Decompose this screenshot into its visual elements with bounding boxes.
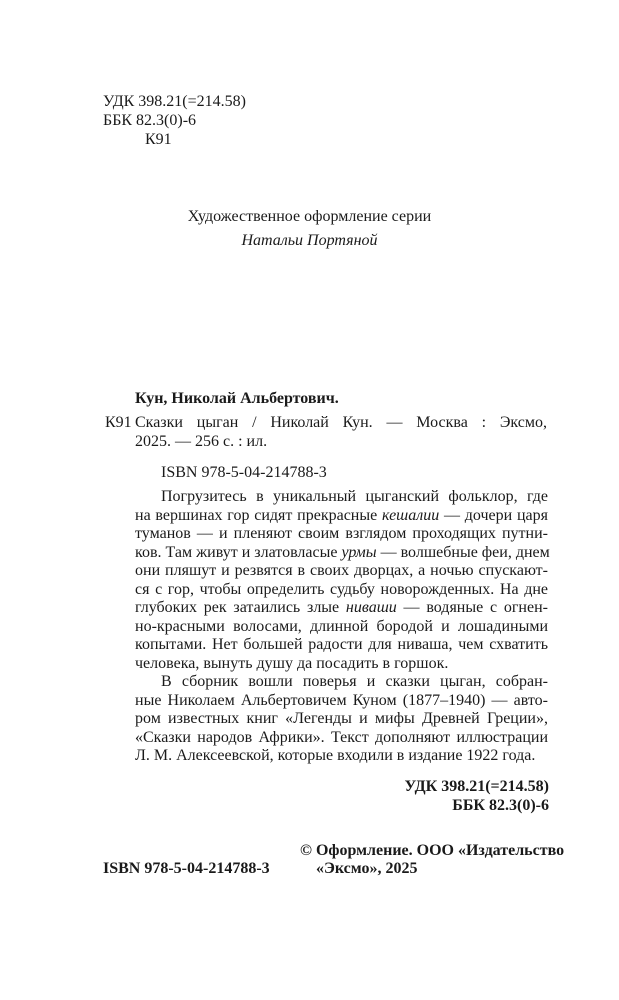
imprint-isbn: ISBN 978-5-04-214788-3 [103,860,270,877]
annotation-line: ные Николаем Альбертовичем Куном (1877–1940) — авто- [135,691,548,709]
annotation-line: В сборник вошли поверья и сказки цыган, собран- [161,673,548,690]
annotation-line: туманов — и пленяют своим взглядом проходящих путни- [135,525,548,542]
annotation-line: глубоких рек затаились злые ниваши — водяные с огнен- [135,599,548,616]
annotation-italic-term: ниваши [345,599,397,616]
udk-code-bottom: УДК 398.21(=214.58) [404,778,549,795]
annotation-paragraph-2 [135,673,548,766]
annotation-line: ков. Там живут и златовласые урмы — волшебные феи, днем [135,543,550,561]
annotation-line: но-красными волосами, длинной бородой и лошадиными [135,617,548,635]
catalog-author-mark: К91 [105,414,132,431]
annotation-line: ся с гор, чтобы определить судьбу новорожденных. На дне [135,580,548,598]
annotation-italic-term: урмы [341,543,377,561]
copyright-line2: «Эксмо», 2025 [316,860,418,877]
catalog-description-line1: Сказки цыган / Николай Кун. — Москва : Эксмо, [135,414,547,431]
annotation-line: копытами. Нет большей радости для ниваша, чем схватить [135,636,548,653]
author-mark-top: К91 [145,131,172,148]
annotation-italic-term: кешалии [381,506,440,524]
udk-code-top: УДК 398.21(=214.58) [103,93,246,110]
annotation-line: человека, вынуть душу да посадить в горшок. [135,654,449,672]
annotation-line: ром известных книг «Легенды и мифы Древней Греции», [135,710,548,727]
annotation-paragraph-1 [135,488,548,673]
bbk-code-top: ББК 82.3(0)-6 [103,112,197,129]
annotation-line: «Сказки народов Африки». Текст дополняют иллюстрации [135,728,548,746]
catalog-isbn: ISBN 978-5-04-214788-3 [161,464,327,481]
annotation-line: на вершинах гор сидят прекрасные кешалии — дочери царя [135,506,548,524]
annotation-line: Погрузитесь в уникальный цыганский фольклор, где [161,488,548,505]
catalog-author-heading: Кун, Николай Альбертович. [135,390,339,407]
catalog-description-line2: 2025. — 256 с. : ил. [135,433,268,450]
design-credit-line1: Художественное оформление серии [187,208,432,225]
annotation-line: они пляшут и резвятся в своих дворцах, а ночью спускают- [135,562,548,579]
bbk-code-bottom: ББК 82.3(0)-6 [452,797,549,814]
design-credit-name: Натальи Портяной [241,232,378,249]
annotation-line: Л. М. Алексеевской, которые входили в издание 1922 года. [135,747,536,764]
copyright-line1: © Оформление. ООО «Издательство [300,842,565,859]
